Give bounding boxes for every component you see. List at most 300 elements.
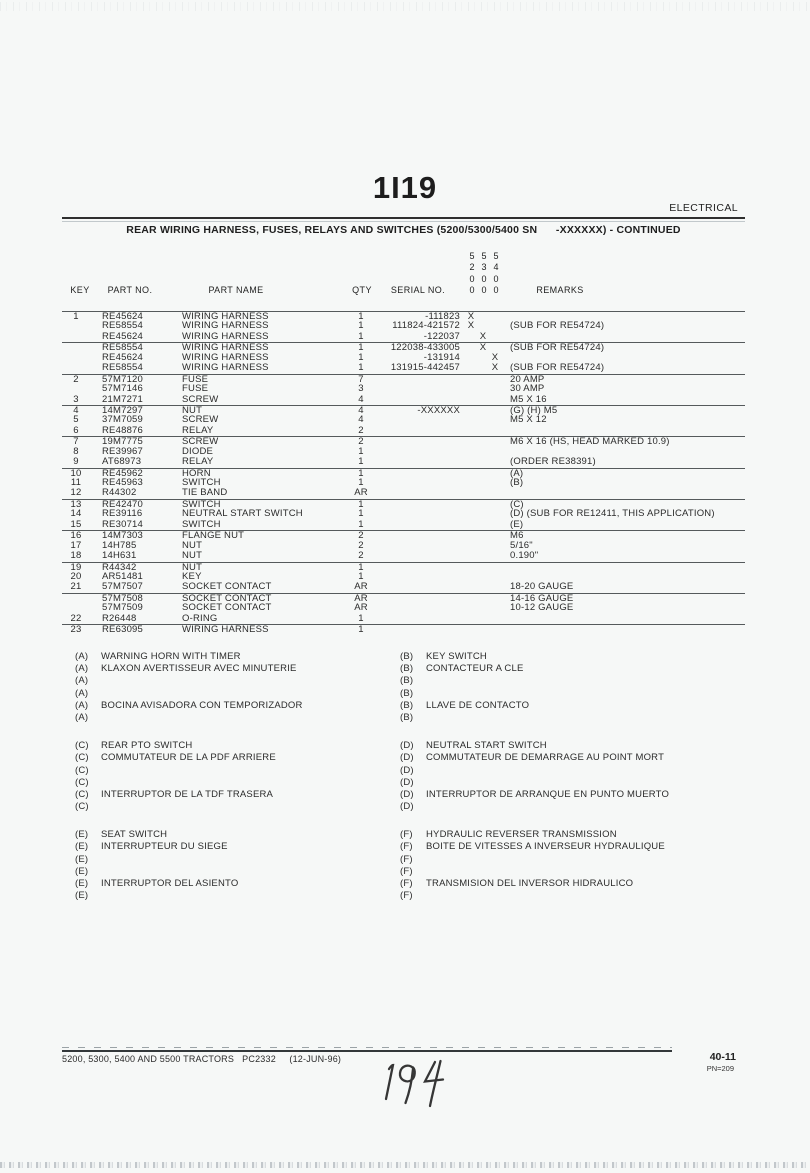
cell-model-5300	[477, 551, 489, 561]
table-row	[62, 342, 745, 352]
note-row	[400, 700, 747, 712]
cell-model-5200	[465, 437, 477, 446]
cell-model-5400	[489, 447, 501, 457]
column-header-part-name: PART NAME	[208, 285, 264, 295]
cell-qty: 7	[358, 373, 364, 385]
cell-name: WIRING HARNESS	[182, 320, 269, 332]
cell-pn: AR51481	[102, 570, 144, 582]
note-row	[400, 675, 747, 687]
table-row	[62, 374, 745, 384]
cell-serial	[377, 384, 460, 394]
cell-key	[62, 343, 90, 352]
cell-key: 10	[70, 467, 82, 479]
cell-model-5200	[465, 520, 477, 530]
cell-name: NUT	[182, 404, 203, 416]
cell-model-5200	[465, 594, 477, 603]
table-row	[62, 426, 745, 436]
note-label: (A)	[75, 663, 89, 675]
cell-model-5200	[465, 488, 477, 498]
cell-remarks: (SUB FOR RE54724)	[510, 362, 605, 374]
cell-name: NUT	[182, 561, 203, 573]
cell-model-5400	[489, 563, 501, 572]
cell-model-5300	[477, 384, 489, 394]
note-label: (C)	[75, 752, 89, 764]
cell-model-5400	[489, 614, 501, 624]
cell-model-5200: X	[467, 311, 475, 322]
note-text: NEUTRAL START SWITCH	[426, 740, 547, 752]
note-label: (D)	[400, 752, 414, 764]
cell-model-5400	[489, 469, 501, 478]
note-label: (E)	[75, 829, 89, 841]
cell-serial	[377, 531, 460, 540]
cell-model-5300	[477, 457, 489, 467]
cell-name: SWITCH	[182, 498, 221, 510]
note-label: (C)	[75, 764, 89, 776]
cell-key: 8	[73, 445, 79, 457]
cell-pn: RE42470	[102, 498, 144, 510]
cell-model-5300	[477, 509, 489, 519]
note-row	[75, 801, 400, 813]
cell-model-5400	[489, 332, 501, 342]
cell-model-5200	[465, 457, 477, 467]
cell-model-5300	[477, 520, 489, 530]
cell-model-5200	[465, 447, 477, 457]
note-row	[400, 890, 747, 902]
cell-model-5300	[477, 541, 489, 551]
note-row	[75, 740, 400, 752]
cell-remarks: (SUB FOR RE54724)	[510, 320, 605, 332]
cell-serial	[377, 415, 460, 425]
cell-serial: -111823	[425, 311, 460, 322]
cell-remarks: M6	[510, 530, 524, 542]
cell-name: FUSE	[182, 373, 209, 385]
cell-key: 20	[70, 570, 82, 582]
note-row	[400, 789, 747, 801]
cell-name: SOCKET CONTACT	[182, 592, 272, 604]
cell-model-5200	[465, 603, 477, 613]
note-label: (A)	[75, 675, 89, 687]
note-label: (B)	[400, 663, 414, 675]
note-text: TRANSMISION DEL INVERSOR HIDRAULICO	[426, 878, 634, 889]
table-row	[62, 520, 745, 530]
cell-qty: 1	[358, 467, 364, 479]
cell-key	[62, 594, 90, 603]
note-label: (F)	[400, 829, 413, 841]
cell-remarks: M6 X 16 (HS, HEAD MARKED 10.9)	[510, 436, 670, 448]
note-label: (A)	[75, 699, 89, 711]
cell-qty: AR	[354, 592, 368, 604]
cell-pn: RE45624	[102, 330, 144, 342]
cell-model-5400	[489, 415, 501, 425]
table-row	[62, 415, 745, 425]
cell-name: RELAY	[182, 424, 214, 436]
cell-qty: 1	[358, 612, 364, 624]
cell-remarks: (E)	[510, 518, 524, 530]
note-text: INTERRUPTOR DE LA TDF TRASERA	[101, 788, 274, 800]
cell-remarks	[501, 332, 745, 342]
cell-remarks: 14-16 GAUGE	[510, 592, 574, 604]
cell-model-5300	[477, 603, 489, 613]
cell-remarks: (G) (H) M5	[510, 404, 558, 416]
cell-model-5400	[489, 541, 501, 551]
cell-qty: 1	[358, 561, 364, 573]
cell-pn: 14H785	[102, 539, 137, 551]
note-text: WARNING HORN WITH TIMER	[101, 651, 241, 662]
column-header-serial-no: SERIAL NO.	[390, 285, 446, 295]
cell-model-5200	[465, 332, 477, 342]
cell-serial	[377, 594, 460, 603]
note-label: (C)	[75, 801, 89, 813]
cell-key	[62, 363, 90, 373]
cell-model-5200	[465, 343, 477, 352]
cell-qty: 1	[358, 320, 364, 332]
table-row	[62, 395, 745, 405]
cell-model-5200: X	[467, 320, 475, 332]
note-block	[75, 740, 400, 813]
cell-model-5300	[477, 469, 489, 478]
note-row	[75, 866, 400, 878]
note-label: (E)	[75, 841, 89, 853]
note-label: (C)	[75, 788, 89, 800]
cell-serial	[377, 437, 460, 446]
note-text: REAR PTO SWITCH	[101, 740, 193, 752]
cell-model-5400	[489, 531, 501, 540]
cell-key: 5	[73, 414, 79, 426]
section-label: ELECTRICAL	[669, 202, 738, 214]
cell-serial	[377, 509, 460, 519]
cell-model-5200	[465, 353, 477, 363]
cell-remarks	[501, 563, 745, 572]
header-rule	[62, 217, 745, 219]
header-rule-ghost	[62, 221, 745, 222]
cell-key: 9	[73, 456, 79, 468]
note-label: (E)	[75, 878, 89, 889]
cell-key: 17	[70, 539, 82, 551]
cell-remarks: (SUB FOR RE54724)	[510, 342, 605, 354]
column-header-part-no: PART NO.	[107, 285, 153, 295]
cell-pn: 57M7509	[102, 602, 144, 614]
cell-pn: RE58554	[102, 362, 144, 374]
cell-model-5400	[489, 625, 501, 634]
cell-name: WIRING HARNESS	[182, 362, 269, 374]
cell-key: 16	[70, 530, 82, 542]
note-row	[400, 663, 747, 675]
note-label: (B)	[400, 711, 414, 723]
column-header-qty: QTY	[352, 285, 372, 295]
cell-remarks: 20 AMP	[510, 373, 545, 385]
note-row	[75, 712, 400, 724]
cell-key	[62, 384, 90, 394]
note-row	[400, 765, 747, 777]
note-text: SEAT SWITCH	[101, 829, 168, 841]
cell-model-5300	[477, 531, 489, 540]
cell-model-5300	[477, 500, 489, 509]
cell-qty: 2	[358, 539, 364, 551]
cell-key: 13	[70, 498, 82, 510]
note-block	[400, 829, 747, 902]
cell-model-5200	[465, 363, 477, 373]
cell-key: 4	[73, 404, 79, 416]
cell-qty: 1	[358, 311, 364, 322]
cell-pn: RE45963	[102, 477, 144, 488]
cell-remarks: M5 X 16	[510, 393, 547, 405]
cell-pn: 37M7059	[102, 414, 144, 426]
cell-pn: 14H631	[102, 550, 137, 562]
cell-qty: AR	[354, 487, 368, 499]
cell-serial: 131915-442457	[390, 362, 460, 374]
table-row	[62, 541, 745, 551]
page-title: REAR WIRING HARNESS, FUSES, RELAYS AND SWITCHES (5200/5300/5400 SN -XXXXXX) - CONTINUED	[126, 224, 681, 236]
cell-name: WIRING HARNESS	[182, 351, 269, 363]
cell-pn: 14M7303	[102, 530, 144, 542]
cell-model-5400	[489, 509, 501, 519]
note-label: (F)	[400, 890, 413, 902]
cell-model-5400	[489, 582, 501, 592]
note-row	[400, 688, 747, 700]
cell-name: WIRING HARNESS	[182, 330, 269, 342]
cell-model-5300	[477, 582, 489, 592]
cell-remarks: (C)	[510, 498, 524, 510]
cell-qty: 4	[358, 414, 364, 426]
model-column-5300: 5 3 0 0	[481, 251, 487, 295]
cell-serial	[377, 520, 460, 530]
cell-pn: RE45962	[102, 467, 144, 479]
note-row	[75, 752, 400, 764]
cell-key: 15	[70, 518, 82, 530]
cell-model-5200	[465, 582, 477, 592]
cell-qty: 2	[358, 424, 364, 436]
cell-model-5200	[465, 614, 477, 624]
cell-model-5200	[465, 384, 477, 394]
note-label: (E)	[75, 853, 89, 865]
cell-serial	[377, 563, 460, 572]
footnotes-left-column	[75, 651, 400, 918]
note-row	[75, 777, 400, 789]
cell-serial: -XXXXXX	[417, 404, 460, 416]
cell-qty: 1	[358, 362, 364, 374]
cell-qty: 1	[358, 570, 364, 582]
cell-pn: 21M7271	[102, 393, 144, 405]
cell-model-5400	[489, 375, 501, 384]
cell-key: 14	[70, 508, 82, 520]
table-row	[62, 509, 745, 519]
note-text: BOITE DE VITESSES A INVERSEUR HYDRAULIQUE	[426, 841, 665, 853]
note-label: (D)	[400, 764, 414, 776]
note-label: (F)	[400, 853, 413, 865]
cell-model-5300	[477, 375, 489, 384]
note-text: LLAVE DE CONTACTO	[426, 699, 530, 711]
handwritten-page-number	[355, 1050, 465, 1120]
cell-remarks: 10-12 GAUGE	[510, 602, 574, 614]
cell-model-5300	[477, 415, 489, 425]
note-label: (B)	[400, 651, 414, 662]
note-row	[75, 663, 400, 675]
cell-model-5400	[489, 478, 501, 488]
cell-pn: AT68973	[102, 456, 142, 468]
note-row	[75, 854, 400, 866]
note-label: (F)	[400, 865, 413, 877]
cell-model-5300	[477, 406, 489, 415]
note-row	[75, 841, 400, 853]
cell-pn: 57M7508	[102, 592, 144, 604]
cell-model-5400	[489, 395, 501, 405]
model-column-5200: 5 2 0 0	[469, 251, 475, 295]
cell-model-5200	[465, 625, 477, 634]
cell-qty: 1	[358, 330, 364, 342]
cell-name: KEY	[182, 570, 202, 582]
footnotes-right-column	[400, 651, 747, 918]
cell-name: NUT	[182, 550, 203, 562]
cell-model-5400	[489, 321, 501, 331]
cell-model-5400: X	[491, 362, 499, 374]
table-row	[62, 593, 745, 603]
cell-model-5300	[477, 447, 489, 457]
cell-model-5200	[465, 406, 477, 415]
cell-key: 3	[73, 393, 79, 405]
cell-model-5200	[465, 426, 477, 436]
note-label: (B)	[400, 699, 414, 711]
cell-remarks	[501, 614, 745, 624]
cell-remarks: (B)	[510, 477, 524, 488]
note-block	[75, 651, 400, 724]
cell-serial	[377, 603, 460, 613]
note-label: (D)	[400, 740, 414, 752]
note-block	[75, 829, 400, 902]
cell-qty: 1	[358, 445, 364, 457]
cell-name: SOCKET CONTACT	[182, 602, 272, 614]
cell-pn: 57M7120	[102, 373, 144, 385]
note-text: COMMUTATEUR DE LA PDF ARRIERE	[101, 752, 276, 764]
note-row	[75, 700, 400, 712]
cell-key	[62, 353, 90, 363]
cell-model-5300	[477, 625, 489, 634]
cell-remarks: (A)	[510, 467, 524, 479]
cell-pn: R44302	[102, 487, 137, 499]
cell-model-5300: X	[479, 342, 487, 354]
cell-pn: R26448	[102, 612, 137, 624]
cell-qty: 1	[358, 351, 364, 363]
model-serial-columns	[466, 251, 502, 296]
note-row	[75, 675, 400, 687]
cell-remarks: (ORDER RE38391)	[510, 456, 596, 468]
table-row	[62, 468, 745, 478]
table-row	[62, 582, 745, 592]
cell-model-5200	[465, 541, 477, 551]
cell-pn: RE58554	[102, 320, 144, 332]
cell-pn: 57M7507	[102, 581, 144, 593]
note-text: INTERRUPTOR DEL ASIENTO	[101, 878, 239, 889]
cell-key: 1	[73, 311, 79, 322]
cell-remarks	[501, 426, 745, 436]
cell-model-5200	[465, 572, 477, 582]
note-text: KLAXON AVERTISSEUR AVEC MINUTERIE	[101, 663, 297, 675]
cell-qty: 1	[358, 456, 364, 468]
cell-name: SCREW	[182, 393, 219, 405]
cell-model-5200	[465, 395, 477, 405]
cell-serial: -122037	[423, 330, 460, 342]
cell-qty: 1	[358, 477, 364, 488]
cell-key: 21	[70, 581, 82, 593]
note-text: INTERRUPTOR DE ARRANQUE EN PUNTO MUERTO	[426, 788, 670, 800]
note-text: KEY SWITCH	[426, 651, 487, 662]
cell-key: 6	[73, 424, 79, 436]
cell-serial	[377, 500, 460, 509]
cell-qty: AR	[354, 602, 368, 614]
cell-qty: 1	[358, 508, 364, 520]
cell-serial	[377, 375, 460, 384]
note-row	[75, 789, 400, 801]
cell-model-5300	[477, 353, 489, 363]
cell-model-5400: X	[491, 351, 499, 363]
cell-qty: 4	[358, 393, 364, 405]
cell-model-5300	[477, 594, 489, 603]
note-label: (D)	[400, 801, 414, 813]
cell-name: SCREW	[182, 436, 219, 448]
cell-name: SWITCH	[182, 477, 221, 488]
note-text: INTERRUPTEUR DU SIEGE	[101, 841, 228, 853]
cell-qty: 1	[358, 624, 364, 636]
cell-key: 19	[70, 561, 82, 573]
note-row	[75, 651, 400, 663]
cell-qty: 2	[358, 550, 364, 562]
cell-name: NEUTRAL START SWITCH	[182, 508, 303, 520]
footer-rule-ghost	[62, 1047, 672, 1048]
cell-remarks: 30 AMP	[510, 383, 545, 395]
cell-key: 11	[70, 477, 82, 488]
note-label: (D)	[400, 776, 414, 788]
note-row	[75, 890, 400, 902]
cell-model-5300	[477, 478, 489, 488]
cell-model-5400	[489, 572, 501, 582]
cell-model-5200	[465, 563, 477, 572]
footer-pn-number: PN=209	[706, 1064, 734, 1073]
cell-model-5400	[489, 312, 501, 321]
cell-model-5400	[489, 426, 501, 436]
cell-model-5200	[465, 551, 477, 561]
cell-serial	[377, 572, 460, 582]
cell-name: SCREW	[182, 414, 219, 426]
cell-qty: 1	[358, 498, 364, 510]
note-row	[400, 651, 747, 663]
cell-model-5400	[489, 500, 501, 509]
cell-name: FUSE	[182, 383, 209, 395]
column-header-key: KEY	[70, 285, 90, 295]
table-row	[62, 478, 745, 488]
cell-qty: 1	[358, 518, 364, 530]
cell-model-5400	[489, 551, 501, 561]
cell-key: 23	[70, 624, 82, 636]
cell-qty: 2	[358, 530, 364, 542]
cell-name: FLANGE NUT	[182, 530, 245, 542]
cell-model-5300	[477, 614, 489, 624]
note-row	[400, 740, 747, 752]
cell-serial: 111824-421572	[392, 320, 460, 332]
cell-remarks: (D) (SUB FOR RE12411, THIS APPLICATION)	[510, 508, 715, 520]
cell-pn: R44342	[102, 561, 137, 573]
table-row	[62, 332, 745, 342]
cell-pn: RE58554	[102, 342, 144, 354]
parts-table	[62, 311, 745, 635]
cell-model-5400	[489, 384, 501, 394]
cell-remarks: 0.190"	[510, 550, 539, 562]
note-row	[75, 878, 400, 890]
cell-model-5200	[465, 478, 477, 488]
cell-name: SWITCH	[182, 518, 221, 530]
cell-key: 18	[70, 550, 82, 562]
cell-qty: 4	[358, 404, 364, 416]
cell-model-5300	[477, 563, 489, 572]
cell-serial	[377, 447, 460, 457]
